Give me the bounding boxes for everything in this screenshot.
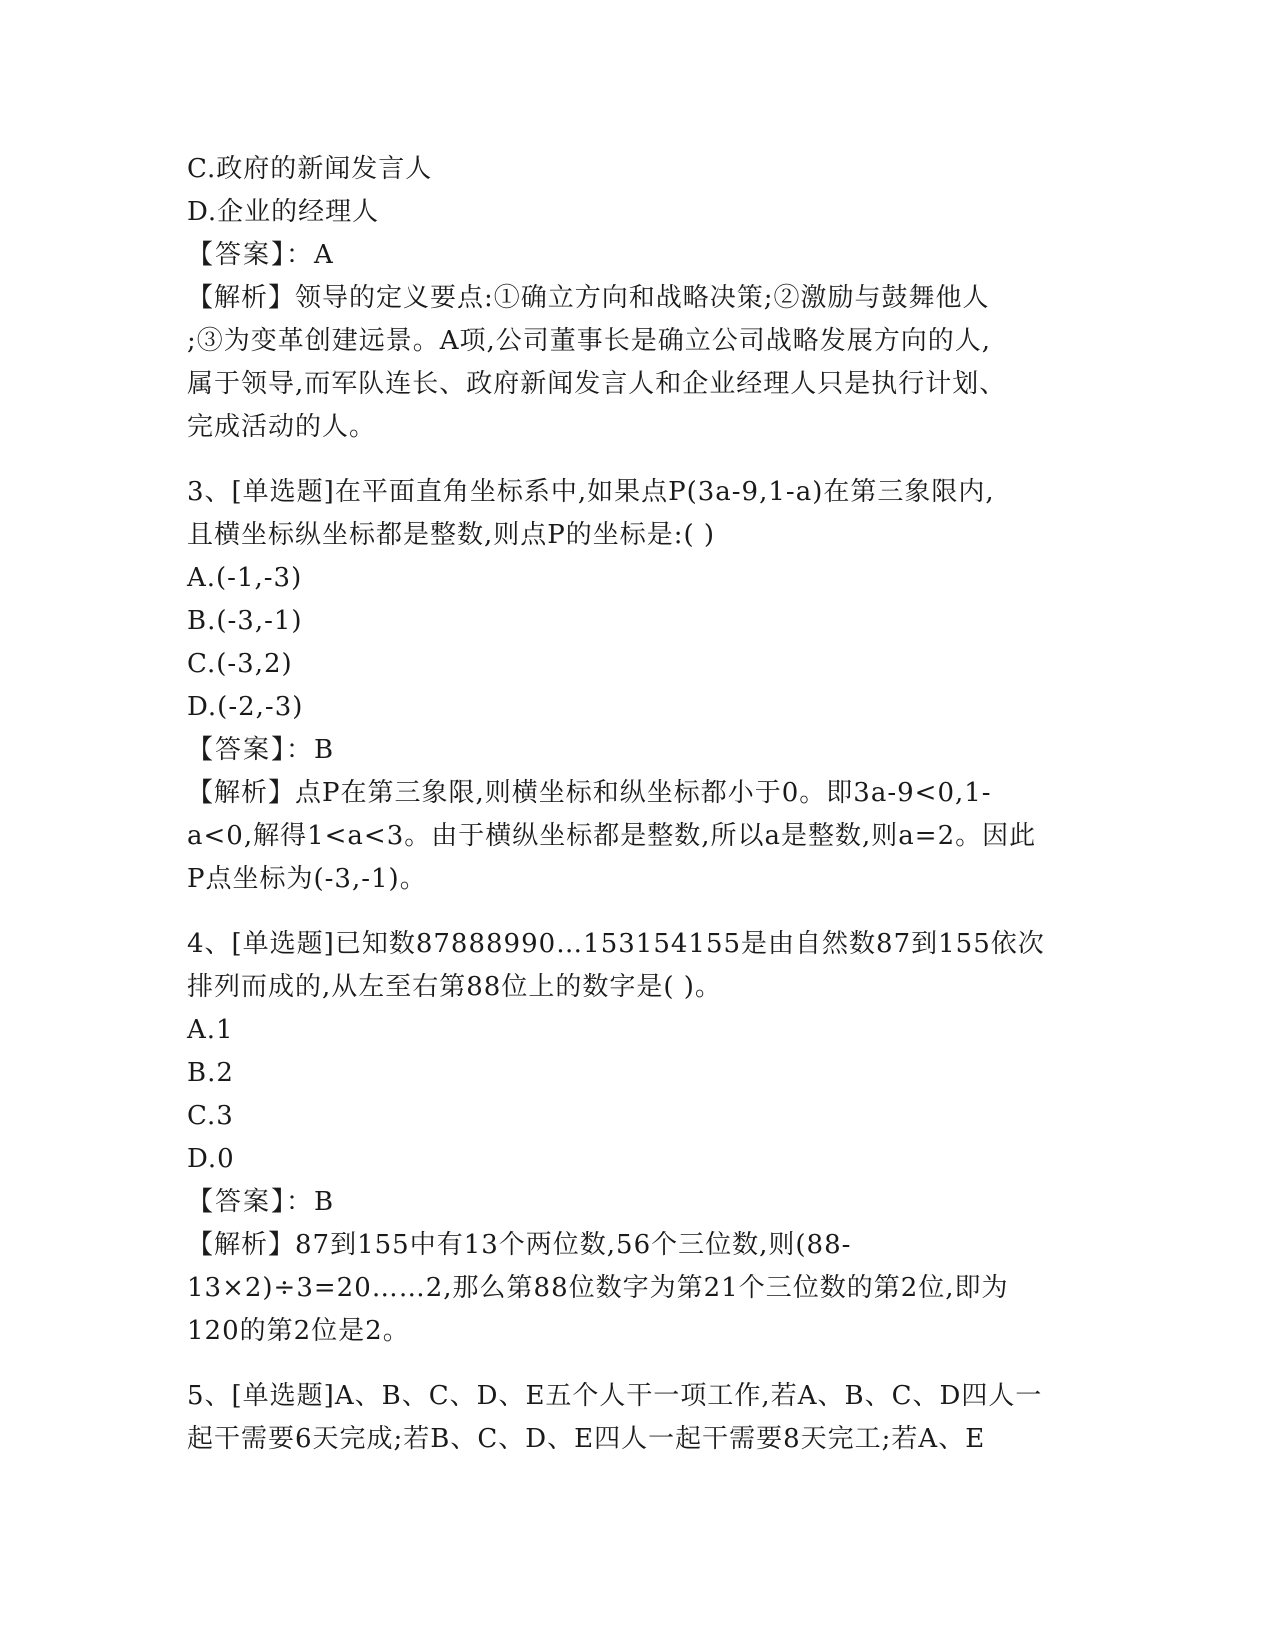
- analysis-line: P点坐标为(-3,-1)。: [187, 864, 427, 894]
- analysis-line: 完成活动的人。: [187, 412, 377, 442]
- analysis-line: 13×2)÷3=20……2,那么第88位数字为第21个三位数的第2位,即为: [187, 1273, 1009, 1303]
- document-page: [187, 148, 1087, 1461]
- option-d: D.0: [187, 1144, 235, 1174]
- option-c: C.3: [187, 1101, 234, 1131]
- question-5: [187, 1375, 1087, 1461]
- prev-question: [187, 148, 1087, 449]
- option-a: A.(-1,-3): [187, 563, 303, 593]
- question-4: [187, 923, 1087, 1353]
- option-b: B.(-3,-1): [187, 606, 303, 636]
- analysis-line: a<0,解得1<a<3。由于横纵坐标都是整数,所以a是整数,则a=2。因此: [187, 821, 1037, 851]
- option-b: B.2: [187, 1058, 234, 1088]
- analysis-line: 【解析】领导的定义要点:①确立方向和战略决策;②激励与鼓舞他人: [187, 283, 990, 313]
- analysis-line: 【解析】点P在第三象限,则横坐标和纵坐标都小于0。即3a-9<0,1-: [187, 778, 992, 808]
- question-stem: 3、[单选题]在平面直角坐标系中,如果点P(3a-9,1-a)在第三象限内,: [187, 477, 995, 507]
- analysis-line: 【解析】87到155中有13个两位数,56个三位数,则(88-: [187, 1230, 852, 1260]
- answer-line: 【答案】：B: [187, 1187, 336, 1217]
- option-d: D.企业的经理人: [187, 197, 380, 227]
- option-a: A.1: [187, 1015, 234, 1045]
- question-3: [187, 471, 1087, 901]
- question-stem: 起干需要6天完成;若B、C、D、E四人一起干需要8天完工;若A、E: [187, 1424, 986, 1454]
- question-stem: 4、[单选题]已知数87888990…153154155是由自然数87到155依次: [187, 929, 1045, 959]
- analysis-line: ;③为变革创建远景。A项,公司董事长是确立公司战略发展方向的人,: [187, 326, 992, 356]
- option-c: C.(-3,2): [187, 649, 293, 679]
- answer-line: 【答案】：B: [187, 735, 336, 765]
- question-stem: 排列而成的,从左至右第88位上的数字是( )。: [187, 972, 722, 1002]
- analysis-line: 属于领导,而军队连长、政府新闻发言人和企业经理人只是执行计划、: [187, 369, 1007, 399]
- option-c: C.政府的新闻发言人: [187, 154, 433, 184]
- analysis-line: 120的第2位是2。: [187, 1316, 410, 1346]
- option-d: D.(-2,-3): [187, 692, 304, 722]
- question-stem: 5、[单选题]A、B、C、D、E五个人干一项工作,若A、B、C、D四人一: [187, 1381, 1043, 1411]
- answer-line: 【答案】：A: [187, 240, 335, 270]
- question-stem: 且横坐标纵坐标都是整数,则点P的坐标是:( ): [187, 520, 716, 550]
